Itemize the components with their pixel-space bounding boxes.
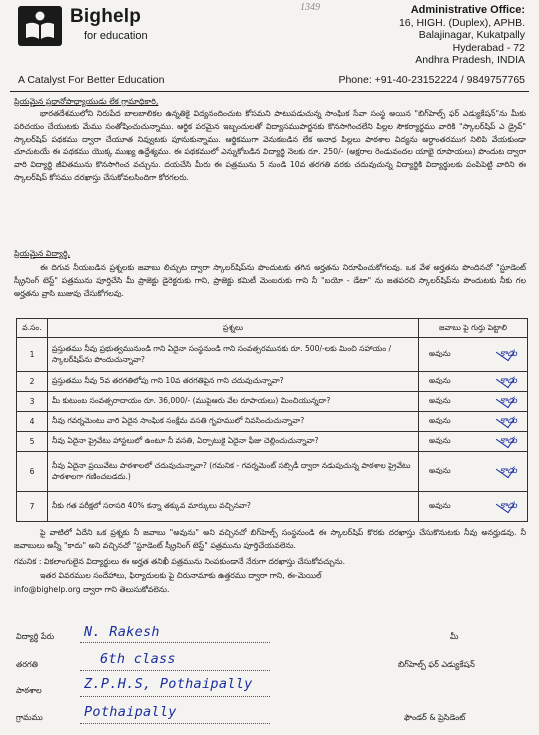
header-divider [10,91,529,92]
question-text: నీవు గవర్నమెంటు వారి ఏదైన సాంఘిక సంక్షేమ వసతి గృహములో నివసించుచున్నావా? [48,412,419,432]
table-row [17,452,528,492]
intro-paragraph: భారతదేశములోని నిరుపేద బాలబాలికల ఉన్నతికై విద్యనందించుట కోసమని పాటుపడుచున్న సాంఘిక సేవా సంస్థ అయిన "బిగ్‌హెల్ప్ ఫర్ ఎడ్యుకేషన్"ను మీకు పరిచయం చేయుటకు మేము సంతోషించుచున్నాము. ఆర్థిక పరమైన ఇబ్బందులతో విద్యాసముపార్జనకు కొనసాగించలేని పిల్లల సౌకర్యార్థము వారికి "స్కాలర్‌షిప్ ఎ డ్రైవ్" స్కాలర్‌షిప్ పథకము ద్వారా చేయూత నివ్వుటకు పూనుకున్నాము. ఆర్థికముగా వెనుకబడిన లేక అనాధ పిల్లలు పాఠశాల విద్యను అర్ధాంతరముగ నిలిపి వేయకుండా చూచుటయే ఈ పథకము యొక్క ముఖ్య ఉద్దేశ్యము. ఈ పథకములో ఎన్నుకోబడిన విద్యార్థి నెలకు రూ. 250/- (అక్షరాల రెండువందల యాభై రూపాయలు) పొందుట ద్వారా వారి విద్యార్థి జీవితమును కొనసాగించ వచ్చును. దయచేసి మీరు ఈ పత్రమును 5 నుండి 10వ తరగతి వరకు చదువుచున్న విద్యార్థికి విద్యార్థులకు పంపిపెట్టి వారిని ఈ స్కాలర్‌షిప్ కోసము దరఖాస్తు చేసుకోవలసిందిగా కోరగలరు. [14,109,526,182]
answer-yes[interactable]: అవును [429,376,451,385]
instructions-paragraph: ఈ దిగువ నీయబడిన ప్రశ్నలకు జవాబు లిచ్చుట ద్వారా స్కాలర్‌షిప్‌ను పొందుటకు తగిన అర్హతను నిరూపించుకోగలవు. ఒక వేళ అర్హతను పొందినచో "స్టూడెంట్ స్క్రీనింగ్ టెస్ట్" పత్రమును పూర్తిచేసి మీ ప్రాజెక్టు డైరెక్టరుకు గాని, ప్రాజెక్టు కమిటీ మెంబరుకు గాని నీ "బయో - డేటా" ను జతపరచి స్కాలర్‌షిప్‌ను పొందుటకు నీకు గల అర్హతను వ్రాసి బుజువు చేసుకోగలవు. [14,263,526,298]
answer-cell[interactable] [419,412,528,432]
row-number: 5 [17,432,48,452]
question-text: నీకు గత పరీక్షలో సరాసరి 40% కన్నా తక్కువ మార్కులు వచ్చినవా? [48,492,419,522]
brand-subtitle: for education [84,30,148,42]
row-number: 7 [17,492,48,522]
row-number: 2 [17,372,48,392]
question-text: నీవు ఏదైనా ప్రయివేటు పాఠశాలలో చదువుచున్నావా? (గమనిక - గవర్నమెంట్ సబ్సిడీ ద్వారా నడుపుచున్న పాఠశాల ప్రైవేటు పాఠశాలగా గణించబడదు.) [48,452,419,492]
answer-yes[interactable]: అవును [429,436,451,445]
student-name-line [80,642,270,643]
table-row [17,432,528,452]
answer-cell[interactable] [419,432,528,452]
table-row [17,492,528,522]
contact-note: ఇతర వివరముల సందేహాలు, ఫిర్యాదులకు పై చిరునామాకు ఉత్తరము ద్వారా గాని, ఈ-మెయిల్ [40,571,322,580]
signature-yours: మీ [450,632,459,641]
office-line: Hyderabad - 72 [452,41,525,54]
signature-role: ఫౌండర్ & ప్రెసిడెంట్ [404,713,466,722]
answer-yes[interactable]: అవును [429,349,451,358]
answer-yes[interactable]: అవును [429,501,451,510]
eligibility-table [16,318,528,522]
village-label: గ్రామము [16,713,43,722]
answer-no-ticked[interactable]: కాదు [499,375,517,386]
answer-no-ticked[interactable]: కాదు [499,415,517,426]
phone-number: Phone: +91-40-23152224 / 9849757765 [338,74,525,86]
answer-yes[interactable]: అవును [429,396,451,405]
tagline: A Catalyst For Better Education [18,74,165,86]
row-number: 1 [17,338,48,372]
answer-no-ticked[interactable]: కాదు [499,395,517,406]
answer-cell[interactable] [419,338,528,372]
question-text: ప్రస్తుతము నీవు ప్రభుత్వమునుండి గాని ఏదైనా సంస్థనుండి గాని సంవత్సరమునకు రూ. 500/-లకు మించి సహాయం / స్కాలర్‌షిప్‌ను పొందుచున్నావా? [48,338,419,372]
eligibility-note: పై వాటిలో ఏదేని ఒక ప్రశ్నకు నీ జవాబు "అవును" అని వచ్చినచో బిగ్‌హెల్ప్ సంస్థనుండి ఈ స్కాలర్‌షిప్ కొరకు దరఖాస్తు చేసుకొనుటకు నీవు అనర్హుడవు. నీ జవాబులు అన్నీ "కాదు" అని వచ్చినచో "స్టూడెంట్ స్క్రీనింగ్ టెస్ట్" పత్రమును పూర్తిచేయవలెను. [14,528,526,550]
office-title: Administrative Office: [410,4,525,16]
office-address-block [305,4,525,67]
row-number: 4 [17,412,48,432]
brand-name: Bighelp [70,6,142,27]
office-line: Balajinagar, Kukatpally [418,29,525,42]
office-line: Andhra Pradesh, INDIA [415,54,525,67]
village-field[interactable]: Pothaipally [84,704,177,720]
student-name-field[interactable]: N. Rakesh [84,624,160,640]
answer-cell[interactable] [419,452,528,492]
column-header-questions: ప్రశ్నలు [48,319,419,338]
row-number: 6 [17,452,48,492]
answer-no-ticked[interactable]: కాదు [499,435,517,446]
disability-note: గమనిక : వికలాంగులైన విద్యార్థులు ఈ అర్హత తనిఖీ పత్రమును నింపకుండానే నేరుగా దరఖాస్తు చేసుకోవచ్చును. [14,557,346,566]
question-text: నీవు ఏదైనా ప్రైవేటు హాస్టలులో ఉంటూ నీ వసతి, ఏర్పాటుకై ఏదైనా ఫీజు చెల్లించుచున్నావా? [48,432,419,452]
office-line: 16, HIGH. (Duplex), APHB. [398,16,525,29]
answer-yes[interactable]: అవును [429,416,451,425]
corner-handwritten-number: 1349 [300,2,320,13]
class-label: తరగతి [16,660,38,669]
table-header-row [17,319,528,338]
class-field[interactable]: 6th class [100,651,176,667]
book-reader-logo-icon [18,6,62,46]
answer-yes[interactable]: అవును [429,466,451,475]
student-name-label: విద్యార్థి పేరు [16,632,55,641]
table-row [17,392,528,412]
school-label: పాఠశాల [16,686,42,695]
class-line [80,670,270,671]
answer-no-ticked[interactable]: కాదు [499,500,517,511]
answer-cell[interactable] [419,492,528,522]
signature-org: బిగ్‌హెల్ప్ ఫర్ ఎడ్యుకేషన్ [398,660,475,669]
answer-no-ticked[interactable]: కాదు [499,348,517,359]
salutation-student: ప్రియమైన విద్యార్థి, [14,249,71,258]
question-text: మీ కుటుంబ సంవత్సరాదాయం రూ. 36,000/- (ముపైఆరు వేల రూపాయలు) మించియున్నదా? [48,392,419,412]
table-row [17,372,528,392]
row-number: 3 [17,392,48,412]
school-field[interactable]: Z.P.H.S, Pothaipally [84,676,253,692]
village-line [80,723,270,724]
answer-cell[interactable] [419,372,528,392]
column-header-answer: జవాబు పై గుర్తు పెట్టాలి [419,319,528,338]
column-header-number: వ.సం. [17,319,48,338]
salutation-headmaster: ప్రియమైన ప్రధానోపాధ్యాయుడు లేక గ్రామాధికారి, [14,97,159,106]
table-row [17,338,528,372]
school-line [80,696,270,697]
answer-no-ticked[interactable]: కాదు [499,465,517,476]
contact-email-note: info@bighelp.org ద్వారా గాని తెలుసుకోవలెను. [14,585,170,594]
table-row [17,412,528,432]
answer-cell[interactable] [419,392,528,412]
question-text: ప్రస్తుతము నీవు 5వ తరగతిలోపు గాని 10వ తరగతిపైన గాని చదువుచున్నావా? [48,372,419,392]
